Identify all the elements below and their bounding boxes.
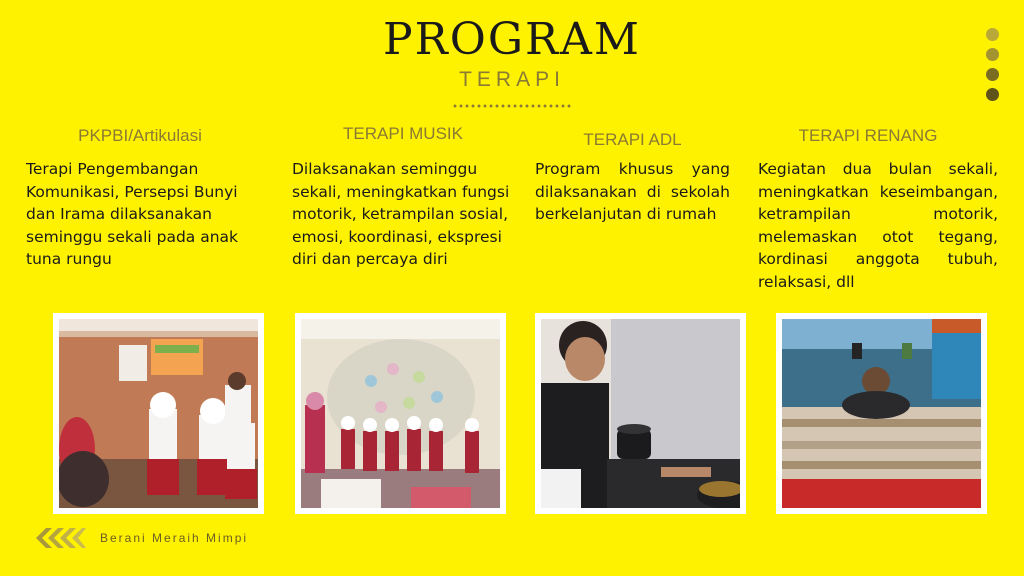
dot-1 — [986, 28, 999, 41]
footer-tagline: Berani Meraih Mimpi — [100, 531, 249, 545]
cooking-photo — [535, 313, 746, 514]
swimming-photo — [776, 313, 987, 514]
music-illustration — [301, 319, 500, 508]
chevron-arrows-icon — [34, 526, 86, 550]
column-text: Terapi Pengembangan Komunikasi, Persepsi Bunyi dan Irama dilaksanakan seminggu sekali pada anak tuna rungu — [26, 160, 239, 268]
page-subtitle: TERAPI — [459, 68, 565, 91]
dot-4 — [986, 88, 999, 101]
column-adl — [535, 130, 730, 226]
swimming-illustration — [782, 319, 981, 508]
cooking-photo-image — [541, 319, 740, 508]
column-renang — [758, 126, 998, 293]
column-text: Program khusus yang dilaksanakan di sekolah berkelanjutan di rumah — [535, 160, 730, 223]
classroom-illustration — [59, 319, 258, 508]
dot-2 — [986, 48, 999, 61]
music-photo-image — [301, 319, 500, 508]
column-heading: TERAPI RENANG — [798, 126, 938, 145]
swimming-photo-image — [782, 319, 981, 508]
column-pkpbi — [26, 126, 264, 271]
column-text: Kegiatan dua bulan sekali, meningkatkan keseimbangan, ketrampilan motorik, melemaskan otot tegang, kordinasi anggota tubuh, relaksasi, dll — [758, 160, 998, 291]
classroom-photo — [53, 313, 264, 514]
classroom-photo-image — [59, 319, 258, 508]
column-heading: TERAPI ADL — [583, 130, 682, 149]
dot-3 — [986, 68, 999, 81]
column-heading: TERAPI MUSIK — [343, 124, 463, 143]
column-text: Dilaksanakan seminggu sekali, meningkatkan fungsi motorik, ketrampilan sosial, emosi, koordinasi, ekspresi diri dan percaya diri — [292, 160, 510, 268]
page-title: PROGRAM — [383, 14, 641, 65]
music-photo — [295, 313, 506, 514]
decorative-dots — [986, 28, 1000, 108]
cooking-illustration — [541, 319, 740, 508]
column-heading: PKPBI/Artikulasi — [78, 126, 202, 145]
column-musik — [292, 124, 514, 271]
dotted-divider — [452, 104, 572, 108]
